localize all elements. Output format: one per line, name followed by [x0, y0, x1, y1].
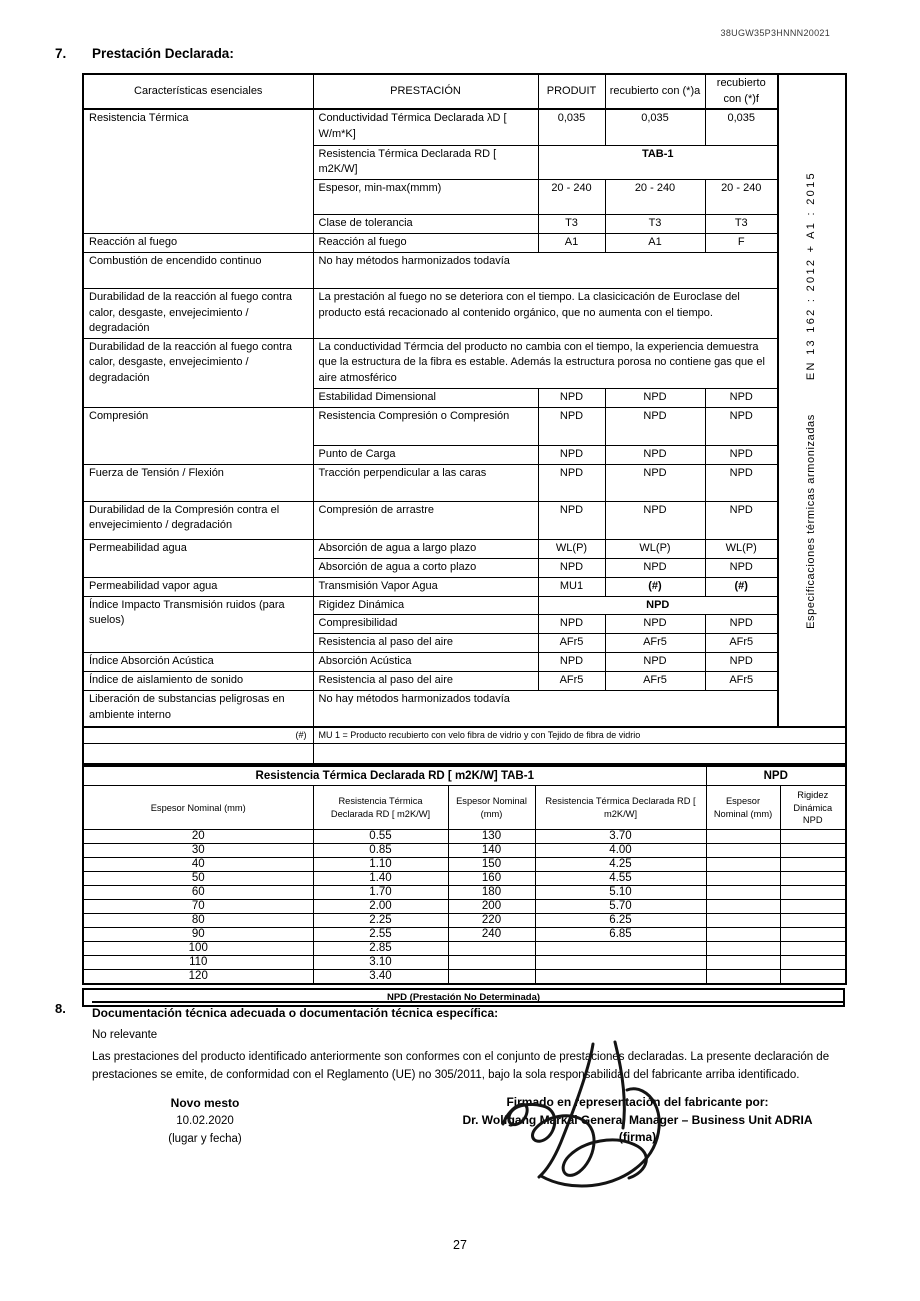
header-recubierto-a: recubierto con (*)a — [605, 74, 705, 109]
t2-cell: 5.10 — [535, 886, 706, 900]
spacer-cell — [83, 744, 313, 764]
harmonized-spec-vertical-label — [804, 172, 820, 630]
value-cell: NPD — [605, 501, 705, 539]
t2-cell: 4.00 — [535, 844, 706, 858]
prestacion-cell: Resistencia Térmica Declarada RD [ m2K/W] — [313, 145, 538, 179]
value-span-cell: TAB-1 — [538, 145, 778, 179]
t2-cell: 3.40 — [313, 970, 448, 985]
table-row — [83, 338, 846, 388]
row-label: Resistencia Térmica — [83, 109, 313, 233]
section-8-number: 8. — [55, 1001, 66, 1016]
signer-name: Dr. Wolfgang Markal General Manager – Business Unit ADRIA — [462, 1112, 813, 1127]
t2-cell: 240 — [448, 928, 535, 942]
t2-cell — [780, 844, 846, 858]
value-cell: AFr5 — [705, 634, 778, 653]
value-cell: 20 - 240 — [705, 179, 778, 214]
value-cell: NPD — [538, 653, 605, 672]
t2-cell: 4.55 — [535, 872, 706, 886]
table-row — [83, 501, 846, 539]
table-row — [83, 539, 846, 558]
document-code: 38UGW35P3HNNN20021 — [720, 28, 830, 38]
signature-date: 10.02.2020 — [176, 1115, 234, 1127]
t2-cell: 5.70 — [535, 900, 706, 914]
t2-cell: 6.85 — [535, 928, 706, 942]
table-row — [83, 464, 846, 501]
row-label: Compresión — [83, 407, 313, 464]
value-cell: WL(P) — [705, 539, 778, 558]
prestacion-cell: Estabilidad Dimensional — [313, 388, 538, 407]
declaration-paragraph: Las prestaciones del producto identificado anteriormente son conformes con el conjunto de prestaciones declaradas. La presente declaración de prestaciones se emite, de conformidad con el Reglamento (UE) no 305/2011, bajo la sola responsabilidad del fabricante arriba identificado. — [92, 1050, 830, 1081]
t2-cell — [448, 956, 535, 970]
declared-performance-table — [82, 73, 847, 765]
value-cell: (#) — [705, 577, 778, 596]
value-cell: 0,035 — [538, 109, 605, 145]
t2-header: Resistencia Térmica Declarada RD [ m2K/W] — [313, 786, 448, 830]
t2-header: Resistencia Térmica Declarada RD [ m2K/W] — [535, 786, 706, 830]
row-label: Liberación de substancias peligrosas en ambiente interno — [83, 691, 313, 727]
t2-cell: 3.10 — [313, 956, 448, 970]
prestacion-cell: Absorción de agua a corto plazo — [313, 558, 538, 577]
value-cell: NPD — [605, 615, 705, 634]
table-row — [83, 672, 846, 691]
value-cell: NPD — [538, 558, 605, 577]
value-cell: NPD — [538, 501, 605, 539]
footnote-text: MU 1 = Producto recubierto con velo fibra de vidrio y con Tejido de fibra de vidrio — [313, 727, 846, 744]
value-cell: NPD — [705, 653, 778, 672]
row-label: Reacción al fuego — [83, 233, 313, 252]
value-cell: NPD — [605, 407, 705, 445]
t2-cell: 220 — [448, 914, 535, 928]
prestacion-cell: Resistencia al paso del aire — [313, 672, 538, 691]
table-row — [83, 653, 846, 672]
footnote-mark: (#) — [83, 727, 313, 744]
t2-cell — [780, 872, 846, 886]
t2-header: Rigidez Dinámica NPD — [780, 786, 846, 830]
firma-caption: (firma) — [618, 1130, 657, 1144]
t2-cell — [535, 970, 706, 985]
value-cell: 0,035 — [705, 109, 778, 145]
table-row — [83, 691, 846, 727]
t2-cell — [706, 886, 780, 900]
t2-cell: 3.70 — [535, 830, 706, 844]
row-label: Índice Absorción Acústica — [83, 653, 313, 672]
t2-cell: 20 — [83, 830, 313, 844]
value-cell: A1 — [538, 233, 605, 252]
t2-header: Espesor Nominal (mm) — [448, 786, 535, 830]
place-date-block — [115, 1094, 295, 1148]
t2-cell: 130 — [448, 830, 535, 844]
no-relevante-note: No relevante — [92, 1029, 158, 1041]
npd-legend-text: NPD (Prestación No Determinada) — [386, 992, 541, 1004]
prestacion-cell: Espesor, min-max(mmm) — [313, 179, 538, 214]
t2-data-row — [83, 970, 846, 985]
t2-cell: 120 — [83, 970, 313, 985]
t2-data-row — [83, 942, 846, 956]
t2-header: Espesor Nominal (mm) — [706, 786, 780, 830]
t2-cell: 0.55 — [313, 830, 448, 844]
value-cell: NPD — [538, 464, 605, 501]
prestacion-cell: Absorción Acústica — [313, 653, 538, 672]
value-cell: NPD — [538, 615, 605, 634]
prestacion-cell: Punto de Carga — [313, 445, 538, 464]
prestacion-cell: Resistencia Compresión o Compresión — [313, 407, 538, 445]
table-row — [83, 288, 846, 338]
value-cell: NPD — [605, 464, 705, 501]
row-label: Combustión de encendido continuo — [83, 252, 313, 288]
value-cell: T3 — [538, 214, 605, 233]
section-8-text — [92, 1027, 845, 1084]
side-label-standard: EN 13 162 : 2012 + A1 : 2015 — [805, 171, 818, 381]
footnote-row — [83, 727, 846, 744]
t2-cell — [706, 928, 780, 942]
value-cell: NPD — [538, 388, 605, 407]
place-date-caption: (lugar y fecha) — [168, 1133, 242, 1145]
page-number: 27 — [453, 1238, 467, 1252]
table-row — [83, 577, 846, 596]
t2-cell: 2.55 — [313, 928, 448, 942]
section-8 — [55, 1001, 845, 1084]
row-label: Permeabilidad agua — [83, 539, 313, 577]
t2-cell: 2.85 — [313, 942, 448, 956]
row-label: Durabilidad de la reacción al fuego contra calor, desgaste, envejecimiento / degradación — [83, 338, 313, 407]
value-cell: AFr5 — [538, 634, 605, 653]
section-8-heading — [55, 1001, 845, 1020]
value-cell: NPD — [605, 558, 705, 577]
t2-cell — [535, 942, 706, 956]
value-cell: A1 — [605, 233, 705, 252]
prestacion-cell: Rigidez Dinámica — [313, 596, 538, 615]
table-row — [83, 596, 846, 615]
tables-area — [82, 73, 845, 1007]
t2-cell — [448, 970, 535, 985]
t2-cell: 0.85 — [313, 844, 448, 858]
t2-title-row — [83, 766, 846, 786]
row-label: Índice de aislamiento de sonido — [83, 672, 313, 691]
value-cell: AFr5 — [605, 634, 705, 653]
value-cell: WL(P) — [605, 539, 705, 558]
header-produit: PRODUIT — [538, 74, 605, 109]
t2-title: Resistencia Térmica Declarada RD [ m2K/W] TAB-1 — [83, 766, 706, 786]
t2-data-row — [83, 886, 846, 900]
t2-cell: 1.70 — [313, 886, 448, 900]
t2-cell — [706, 858, 780, 872]
t2-cell — [780, 970, 846, 985]
spacer-cell — [313, 744, 846, 764]
t2-cell: 6.25 — [535, 914, 706, 928]
value-cell: NPD — [538, 445, 605, 464]
value-cell: NPD — [705, 615, 778, 634]
t2-cell: 180 — [448, 886, 535, 900]
prestacion-cell: Transmisión Vapor Agua — [313, 577, 538, 596]
t2-cell — [535, 956, 706, 970]
t2-header-row — [83, 786, 846, 830]
t2-cell — [448, 942, 535, 956]
row-label: Fuerza de Tensión / Flexión — [83, 464, 313, 501]
header-prestacion: PRESTACIÓN — [313, 74, 538, 109]
value-cell: NPD — [705, 407, 778, 445]
prestacion-cell: Compresión de arrastre — [313, 501, 538, 539]
t2-data-row — [83, 830, 846, 844]
handwritten-signature — [497, 1040, 682, 1198]
value-cell: AFr5 — [705, 672, 778, 691]
value-cell: WL(P) — [538, 539, 605, 558]
table-row — [83, 233, 846, 252]
table-row — [83, 252, 846, 288]
value-cell: NPD — [705, 558, 778, 577]
t2-data-row — [83, 844, 846, 858]
value-span-cell: La prestación al fuego no se deteriora con el tiempo. La clasicicación de Euroclase del producto está recacionado al contenido orgánico, que no aumenta con el tiempo. — [313, 288, 778, 338]
value-cell: T3 — [605, 214, 705, 233]
t2-cell — [780, 956, 846, 970]
t2-cell: 150 — [448, 858, 535, 872]
t2-cell: 1.40 — [313, 872, 448, 886]
value-cell: 0,035 — [605, 109, 705, 145]
t2-cell: 60 — [83, 886, 313, 900]
t2-npd-title: NPD — [706, 766, 846, 786]
prestacion-cell: Resistencia al paso del aire — [313, 634, 538, 653]
t2-cell — [780, 858, 846, 872]
value-cell: NPD — [705, 501, 778, 539]
section-8-title: Documentación técnica adecuada o documentación técnica específica: — [92, 1001, 845, 1020]
value-cell: NPD — [605, 653, 705, 672]
harmonized-spec-side-cell — [778, 74, 846, 727]
value-cell: T3 — [705, 214, 778, 233]
prestacion-cell: Tracción perpendicular a las caras — [313, 464, 538, 501]
header-recubierto-f: recubierto con (*)f — [705, 74, 778, 109]
t2-cell — [780, 830, 846, 844]
value-span-cell: La conductividad Térmcia del producto no cambia con el tiempo, la experiencia demuestra que la estructura de la fibra es estable. Además la estructura porosa no contiene gas que el aire atmosférico — [313, 338, 778, 388]
value-cell: NPD — [538, 407, 605, 445]
row-label: Permeabilidad vapor agua — [83, 577, 313, 596]
signed-by-caption: Firmado en representación del fabricante por: — [506, 1095, 769, 1109]
t2-data-row — [83, 956, 846, 970]
t2-cell — [706, 914, 780, 928]
prestacion-cell: Compresibilidad — [313, 615, 538, 634]
t2-cell: 160 — [448, 872, 535, 886]
t2-cell: 140 — [448, 844, 535, 858]
t2-cell: 1.10 — [313, 858, 448, 872]
t2-cell: 2.25 — [313, 914, 448, 928]
t2-data-row — [83, 900, 846, 914]
row-label: Durabilidad de la reacción al fuego contra calor, desgaste, envejecimiento / degradación — [83, 288, 313, 338]
value-cell: NPD — [705, 388, 778, 407]
t2-cell: 40 — [83, 858, 313, 872]
t2-cell — [780, 942, 846, 956]
t2-cell — [780, 886, 846, 900]
row-label: Índice Impacto Transmisión ruidos (para suelos) — [83, 596, 313, 653]
t2-cell: 110 — [83, 956, 313, 970]
t2-cell — [780, 914, 846, 928]
t2-data-row — [83, 858, 846, 872]
t2-cell: 50 — [83, 872, 313, 886]
t2-cell — [780, 900, 846, 914]
t2-cell: 4.25 — [535, 858, 706, 872]
t2-cell: 200 — [448, 900, 535, 914]
prestacion-cell: Reacción al fuego — [313, 233, 538, 252]
t2-cell: 100 — [83, 942, 313, 956]
value-cell: 20 - 240 — [538, 179, 605, 214]
place-name: Novo mesto — [170, 1096, 240, 1110]
t2-data-row — [83, 872, 846, 886]
thermal-resistance-table — [82, 765, 847, 986]
t2-cell: 80 — [83, 914, 313, 928]
section-7-heading — [55, 46, 234, 61]
side-label-specs: Especificaciones térmicas armonizadas — [805, 414, 818, 630]
value-cell: AFr5 — [538, 672, 605, 691]
value-cell: 20 - 240 — [605, 179, 705, 214]
value-cell: NPD — [705, 445, 778, 464]
value-cell: AFr5 — [605, 672, 705, 691]
t2-cell — [706, 956, 780, 970]
value-span-cell: No hay métodos harmonizados todavía — [313, 691, 778, 727]
t2-cell — [706, 872, 780, 886]
t2-cell — [780, 928, 846, 942]
t2-cell: 70 — [83, 900, 313, 914]
value-cell: NPD — [705, 464, 778, 501]
section-7-number: 7. — [55, 46, 67, 61]
row-label: Durabilidad de la Compresión contra el envejecimiento / degradación — [83, 501, 313, 539]
spacer-row — [83, 744, 846, 764]
t2-cell — [706, 830, 780, 844]
t2-cell — [706, 900, 780, 914]
prestacion-cell: Absorción de agua a largo plazo — [313, 539, 538, 558]
prestacion-cell: Clase de tolerancia — [313, 214, 538, 233]
value-cell: NPD — [605, 388, 705, 407]
value-span-cell: No hay métodos harmonizados todavía — [313, 252, 778, 288]
value-span-cell: NPD — [538, 596, 778, 615]
t2-data-row — [83, 914, 846, 928]
section-7-title: Prestación Declarada: — [92, 46, 234, 61]
t2-cell: 30 — [83, 844, 313, 858]
value-cell: (#) — [605, 577, 705, 596]
table-header-row — [83, 74, 846, 109]
value-cell: NPD — [605, 445, 705, 464]
table-row — [83, 109, 846, 145]
header-caracteristicas: Características esenciales — [83, 74, 313, 109]
t2-data-row — [83, 928, 846, 942]
t2-cell — [706, 942, 780, 956]
t2-cell — [706, 844, 780, 858]
t2-cell — [706, 970, 780, 985]
t2-cell: 2.00 — [313, 900, 448, 914]
t2-header: Espesor Nominal (mm) — [83, 786, 313, 830]
prestacion-cell: Conductividad Térmica Declarada λD [ W/m*K] — [313, 109, 538, 145]
value-cell: MU1 — [538, 577, 605, 596]
value-cell: F — [705, 233, 778, 252]
t2-cell: 90 — [83, 928, 313, 942]
table-row — [83, 407, 846, 445]
